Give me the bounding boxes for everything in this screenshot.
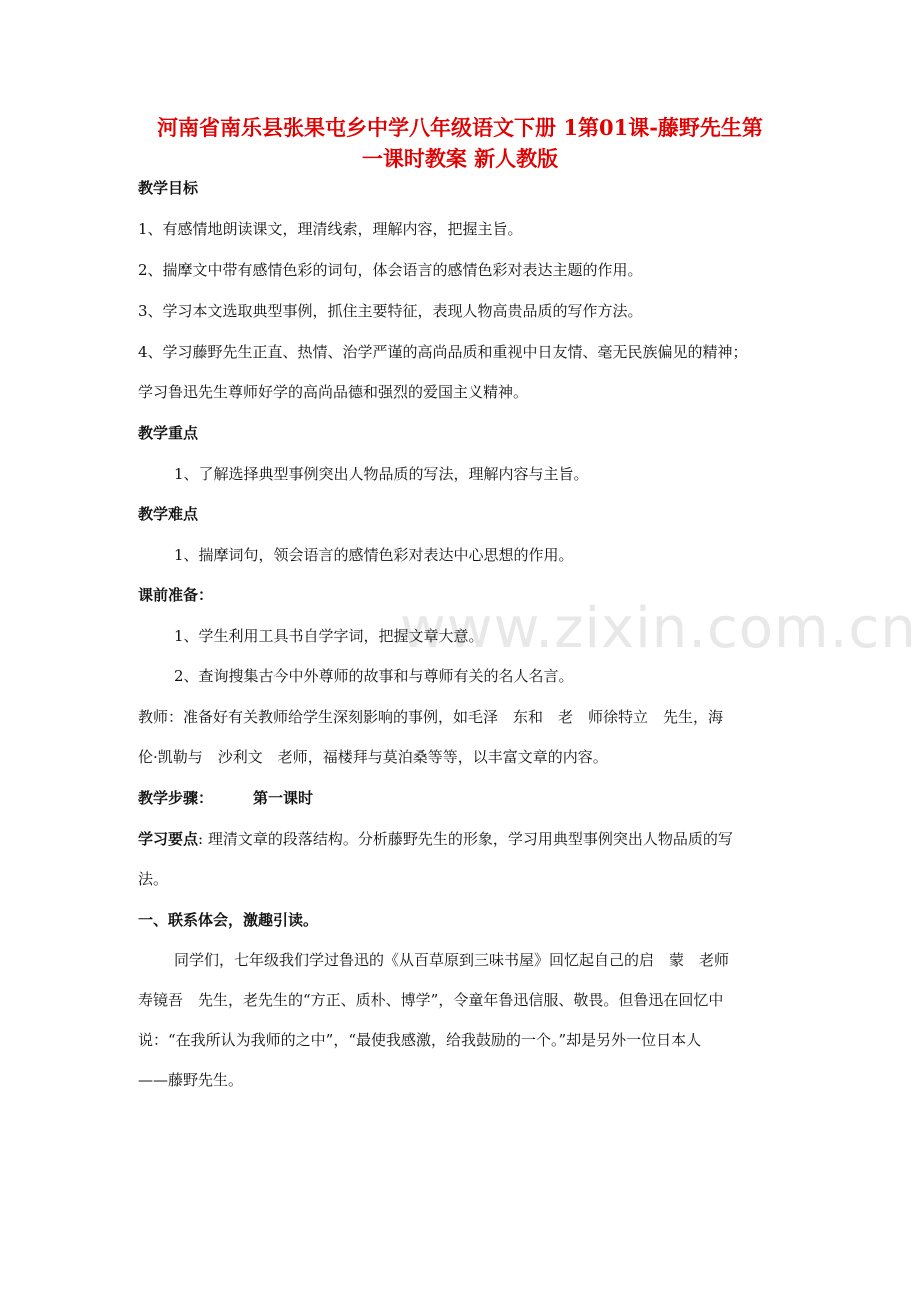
key-points-heading: 教学重点	[138, 424, 199, 442]
goal-item-4-line-1: 4、学习藤野先生正直、热情、治学严谨的高尚品质和重视中日友情、毫无民族偏见的精神；	[138, 343, 748, 361]
goal-item-1: 1、有感情地朗读课文，理清线索，理解内容，把握主旨。	[138, 220, 523, 238]
goals-heading: 教学目标	[138, 179, 199, 197]
goal-item-3: 3、学习本文选取典型事例，抓住主要特征，表现人物高贵品质的写作方法。	[138, 302, 643, 320]
difficulties-heading: 教学难点	[138, 505, 199, 523]
goal-item-2: 2、揣摩文中带有感情色彩的词句，体会语言的感情色彩对表达主题的作用。	[138, 261, 643, 279]
key-point-item-1: 1、了解选择典型事例突出人物品质的写法，理解内容与主旨。	[174, 465, 589, 483]
preparation-item-1: 1、学生利用工具书自学字词，把握文章大意。	[174, 627, 484, 645]
section-1-heading: 一、联系体会，激趣引读。	[138, 911, 319, 929]
goal-item-4-line-2: 学习鲁迅先生尊师好学的高尚品德和强烈的爱国主义精神。	[138, 383, 529, 401]
study-points-label: 学习要点	[138, 830, 199, 848]
steps-heading: 教学步骤：	[138, 789, 214, 807]
study-points-text: : 理清文章的段落结构。分析藤野先生的形象，学习用典型事例突出人物品质的写	[198, 830, 733, 848]
section-1-para-line-1: 同学们，七年级我们学过鲁迅的《从百草原到三味书屋》回忆起自己的启 蒙 老师	[174, 951, 730, 969]
session-label: 第一课时	[253, 789, 314, 807]
study-points-line-2: 法。	[138, 870, 169, 888]
section-1-para-line-3: 说：“在我所认为我师的之中”，“最使我感激，给我鼓励的一个。”却是另外一位日本人	[138, 1031, 702, 1049]
teacher-prep-line-1: 教师：准备好有关教师给学生深刻影响的事例，如毛泽 东和 老 师徐特立 先生，海	[138, 708, 724, 726]
section-1-para-line-2: 寿镜吾 先生，老先生的“方正、质朴、博学”，令童年鲁迅信服、敬畏。但鲁迅在回忆中	[138, 991, 724, 1009]
title-line-1: 河南省南乐县张果屯乡中学八年级语文下册 1第01课-藤野先生第	[157, 115, 763, 140]
title-line-2: 一课时教案 新人教版	[361, 146, 559, 171]
preparation-item-2: 2、查询搜集古今中外尊师的故事和与尊师有关的名人名言。	[174, 667, 574, 685]
section-1-para-line-4: ——藤野先生。	[138, 1071, 244, 1089]
study-points-line-1	[138, 829, 788, 849]
preparation-heading: 课前准备：	[138, 586, 214, 604]
teacher-prep-line-2: 伦·凯勒与 沙利文 老师，福楼拜与莫泊桑等等，以丰富文章的内容。	[138, 748, 608, 766]
difficulty-item-1: 1、揣摩词句，领会语言的感情色彩对表达中心思想的作用。	[174, 546, 574, 564]
steps-heading-row	[138, 788, 788, 808]
document-title	[120, 112, 800, 174]
watermark: www.zixin.com.cn	[400, 596, 917, 661]
